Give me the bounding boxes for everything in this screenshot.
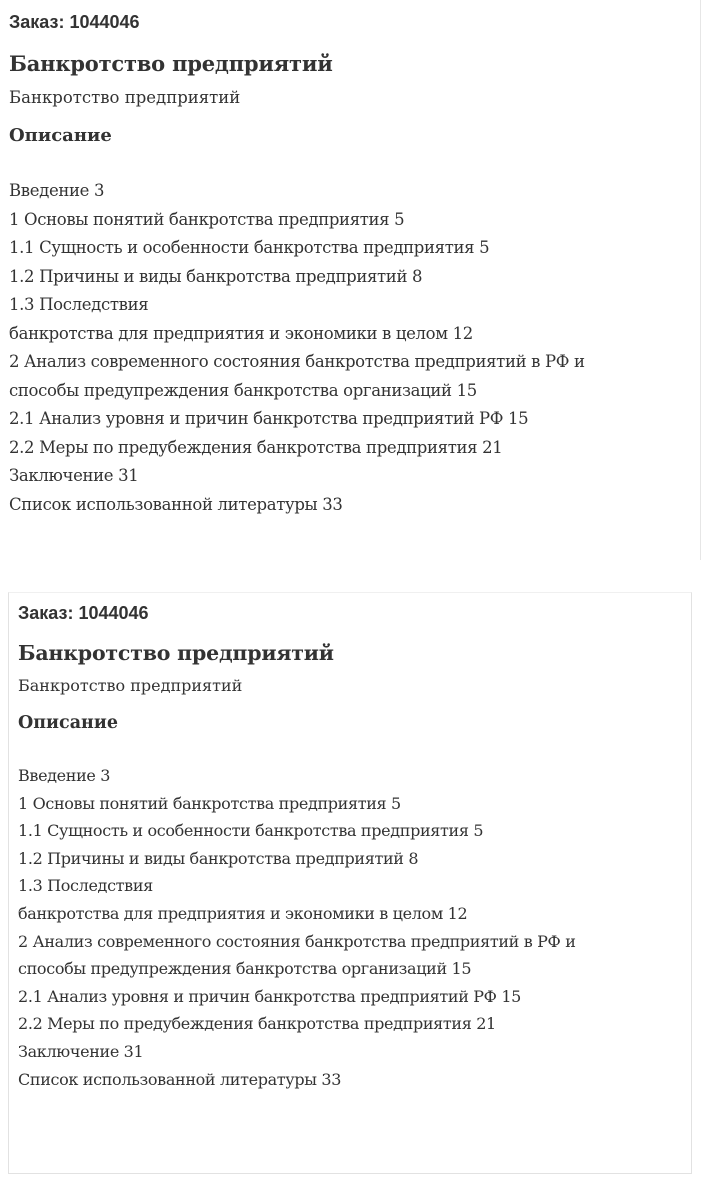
toc-line: Введение 3 [18,766,111,785]
order-subtitle: Банкротство предприятий [9,88,241,107]
table-of-contents [9,177,700,519]
order-title: Банкротство предприятий [18,641,334,665]
toc-line: банкротства для предприятия и экономики в целом 12 [9,323,473,343]
toc-line: 2.1 Анализ уровня и причин банкротства предприятий РФ 15 [9,409,529,428]
toc-line: способы предупреждения банкротства организаций 15 [18,959,472,979]
toc-line: 1 Основы понятий банкротства предприятия 5 [9,209,405,229]
toc-line: Заключение 31 [18,1041,144,1061]
toc-line: 1.2 Причины и виды банкротства предприятий 8 [18,848,419,868]
toc-line: 1.1 Сущность и особенности банкротства предприятия 5 [18,821,484,841]
description-heading: Описание [9,125,112,146]
toc-line: 2.2 Меры по предубеждения банкротства предприятия 21 [18,1014,496,1034]
order-card-secondary [8,592,692,1174]
toc-line: 1 Основы понятий банкротства предприятия 5 [18,793,401,813]
order-number: Заказ: 1044046 [9,12,140,32]
order-subtitle: Банкротство предприятий [18,676,243,695]
toc-line: 2 Анализ современного состояния банкротства предприятий в РФ и [18,931,576,951]
toc-line: способы предупреждения банкротства организаций 15 [9,380,477,400]
order-card-primary [0,0,701,560]
toc-line: 1.3 Последствия [18,876,153,896]
order-title: Банкротство предприятий [9,51,333,76]
order-number: Заказ: 1044046 [18,603,149,623]
toc-line: 2 Анализ современного состояния банкротства предприятий в РФ и [9,352,585,371]
toc-line: 2.2 Меры по предубеждения банкротства предприятия 21 [9,437,503,457]
toc-line: 1.2 Причины и виды банкротства предприятий 8 [9,266,423,286]
toc-line: банкротства для предприятия и экономики в целом 12 [18,903,468,923]
table-of-contents [18,762,691,1093]
toc-line: Заключение 31 [9,466,139,485]
toc-line: 1.3 Последствия [9,295,149,314]
toc-line: Список использованной литературы 33 [18,1069,342,1089]
toc-line: 2.1 Анализ уровня и причин банкротства предприятий РФ 15 [18,986,522,1006]
toc-line: Введение 3 [9,181,105,200]
description-heading: Описание [18,713,118,733]
toc-line: 1.1 Сущность и особенности банкротства предприятия 5 [9,238,490,257]
toc-line: Список использованной литературы 33 [9,494,343,514]
